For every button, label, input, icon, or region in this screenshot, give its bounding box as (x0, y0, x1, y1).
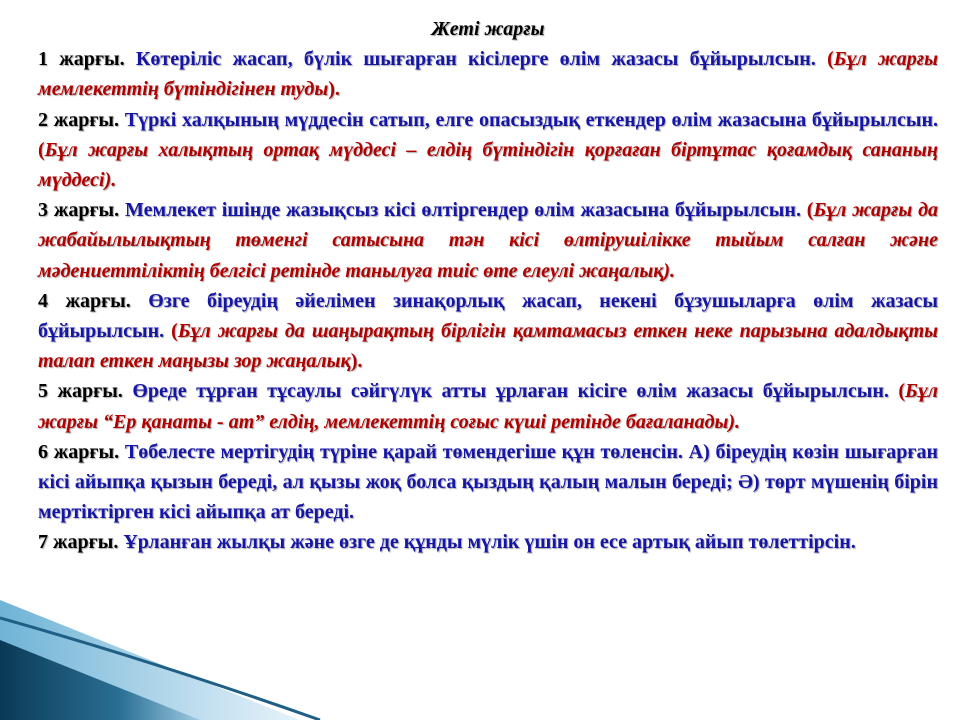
article-suffix: . (334, 78, 340, 101)
note-open: ( (806, 199, 814, 222)
note-open: ( (38, 138, 45, 161)
article-text: Өзге біреудің әйелімен зинақорлық жасап, некені бұзушыларға өлім жазасы бұйырылсын. (38, 289, 939, 343)
article-text: Төбелесте мертігудің түріне қарай төмендегіше құн төленсін. А) біреудің көзін шығарған кісі айыпқа қызын береді, ал қызы жоқ болса қыздың қалың малын береді; Ә) төрт мүшенің бірін мертіктірген кісі айыпқа ат береді. (38, 440, 939, 524)
article-1 (38, 44, 938, 104)
article-label: 1 жарғы. (38, 48, 125, 71)
article-suffix: ). (350, 350, 363, 373)
article-text: Өреде тұрған тұсаулы сәйгүлүк атты ұрлаған кісіге өлім жазасы бұйырылсын. (132, 380, 889, 403)
article-5 (38, 376, 938, 436)
article-6 (38, 437, 938, 528)
note-open: ( (827, 48, 834, 71)
article-note: Бұл жарғы мемлекеттің бүтіндігінен туды (38, 48, 939, 101)
note-open: ( (171, 320, 178, 343)
note-close: ) (328, 78, 335, 101)
article-note: Бұл жарғы да шаңырақтың бірлігін қамтамасыз еткен неке парызына адалдықты талап еткен маңызы зор жаңалық (38, 320, 939, 373)
article-text: Көтеріліс жасап, бүлік шығарған кісілерге өлім жазасы бұйырылсын. (135, 48, 816, 71)
article-label: 7 жарғы. (38, 531, 119, 554)
article-note: Бұл жарғы “Ер қанаты - ат” елдің, мемлекеттің соғыс күші ретінде бағаланады). (38, 380, 939, 433)
article-label: 4 жарғы. (38, 289, 131, 312)
article-3 (38, 195, 938, 286)
slide-title: Жеті жарғы (431, 18, 545, 40)
article-label: 3 жарғы. (38, 199, 120, 222)
article-4 (38, 286, 938, 377)
article-text: Түркі халқының мүддесін сатып, елге опасыздық еткендер өлім жазасына бұйырылсын. (124, 108, 939, 131)
article-label: 6 жарғы. (38, 440, 120, 463)
article-text: Мемлекет ішінде жазықсыз кісі өлтіргендер өлім жазасына бұйырылсын. (124, 199, 801, 222)
slide-content (38, 14, 938, 558)
article-note: Бұл жарғы халықтың ортақ мүддесі – елдің бүтіндігін қорғаған біртұтас қоғамдық сананың мүддесі). (38, 138, 938, 192)
article-note: Бұл жарғы да жабайылылықтың төменгі сатысына тән кісі өлтірушілікке тыйым салған және мәдениеттіліктің белгісі ретінде танылуға тиіс өте елеулі жаңалық). (38, 199, 938, 282)
note-open: ( (898, 380, 906, 403)
article-7 (38, 527, 938, 557)
article-text: Ұрланған жылқы және өзге де құнды мүлік үшін он есе артық айып төлеттірсін. (123, 531, 856, 554)
article-2 (38, 105, 938, 196)
article-label: 2 жарғы. (38, 108, 120, 131)
article-label: 5 жарғы. (38, 380, 123, 403)
